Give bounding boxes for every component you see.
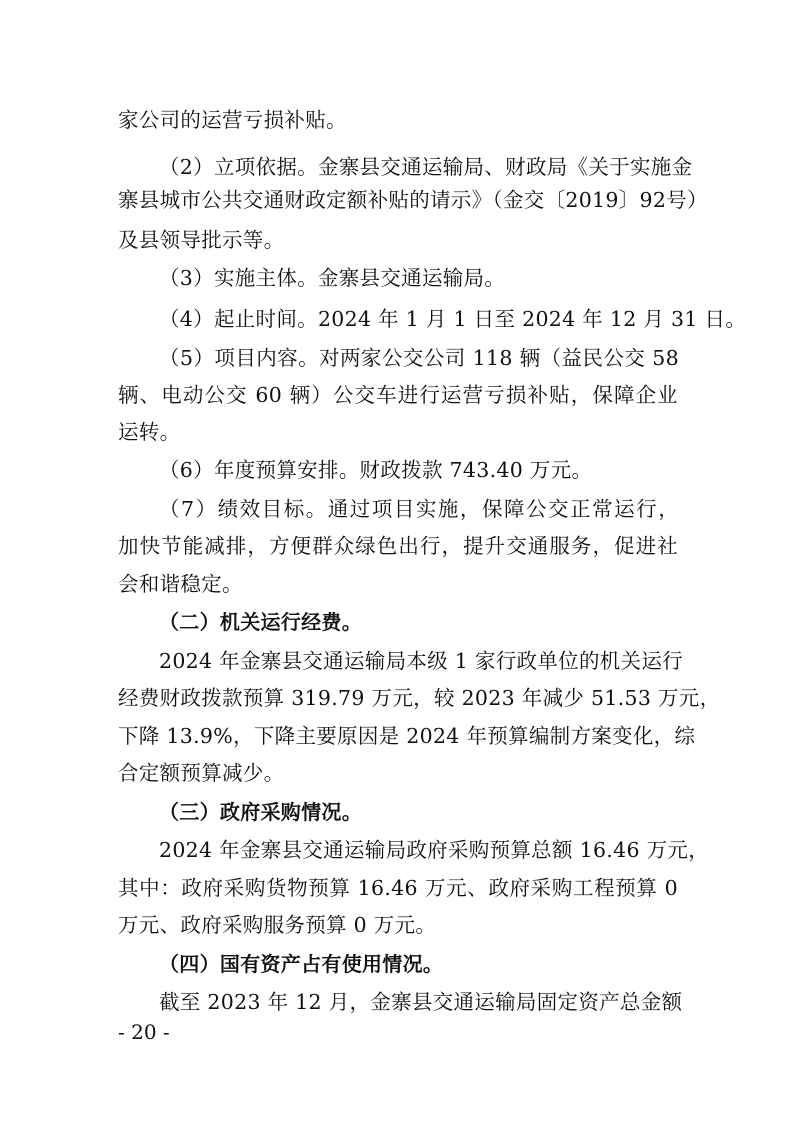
section-heading: （三）政府采购情况。 — [159, 800, 362, 824]
paragraph-line: 加快节能减排，方便群众绿色出行，提升交通服务，促进社 — [118, 534, 678, 558]
paragraph-line: 2024 年金寨县交通运输局本级 1 家行政单位的机关运行 — [159, 649, 683, 673]
paragraph-line: 其中：政府采购货物预算 16.46 万元、政府采购工程预算 0 — [118, 876, 678, 900]
paragraph-line: （4）起止时间。2024 年 1 月 1 日至 2024 年 12 月 31 日。 — [159, 307, 747, 331]
paragraph-line: （6）年度预算安排。财政拨款 743.40 万元。 — [159, 458, 593, 482]
paragraph-line: 寨县城市公共交通财政定额补贴的请示》（金交〔2019〕92号） — [118, 188, 708, 212]
section-heading: （二）机关运行经费。 — [159, 610, 362, 634]
paragraph-line: （7）绩效目标。通过项目实施，保障公交正常运行， — [159, 497, 679, 521]
paragraph-line: （3）实施主体。金寨县交通运输局。 — [159, 266, 506, 290]
paragraph-line: 2024 年金寨县交通运输局政府采购预算总额 16.46 万元， — [159, 838, 710, 862]
paragraph-line: （2）立项依据。金寨县交通运输局、财政局《关于实施金 — [159, 155, 693, 179]
paragraph-line: （5）项目内容。对两家公交公司 118 辆（益民公交 58 — [159, 346, 679, 370]
page-number: - 20 - — [118, 1020, 170, 1044]
paragraph-line: 截至 2023 年 12 月，金寨县交通运输局固定资产总金额 — [159, 990, 683, 1014]
paragraph-line: 会和谐稳定。 — [118, 572, 243, 596]
paragraph-line: 下降 13.9%，下降主要原因是 2024 年预算编制方案变化，综 — [118, 724, 696, 748]
paragraph-line: 经费财政拨款预算 319.79 万元，较 2023 年减少 51.53 万元， — [118, 686, 721, 710]
paragraph-line: 及县领导批示等。 — [118, 228, 285, 252]
paragraph-line: 辆、电动公交 60 辆）公交车进行运营亏损补贴，保障企业 — [118, 383, 678, 407]
paragraph-line: 家公司的运营亏损补贴。 — [118, 108, 347, 132]
paragraph-line: 运转。 — [118, 420, 181, 444]
section-heading: （四）国有资产占有使用情况。 — [159, 952, 444, 976]
paragraph-line: 合定额预算减少。 — [118, 761, 285, 785]
paragraph-line: 万元、政府采购服务预算 0 万元。 — [118, 913, 437, 937]
